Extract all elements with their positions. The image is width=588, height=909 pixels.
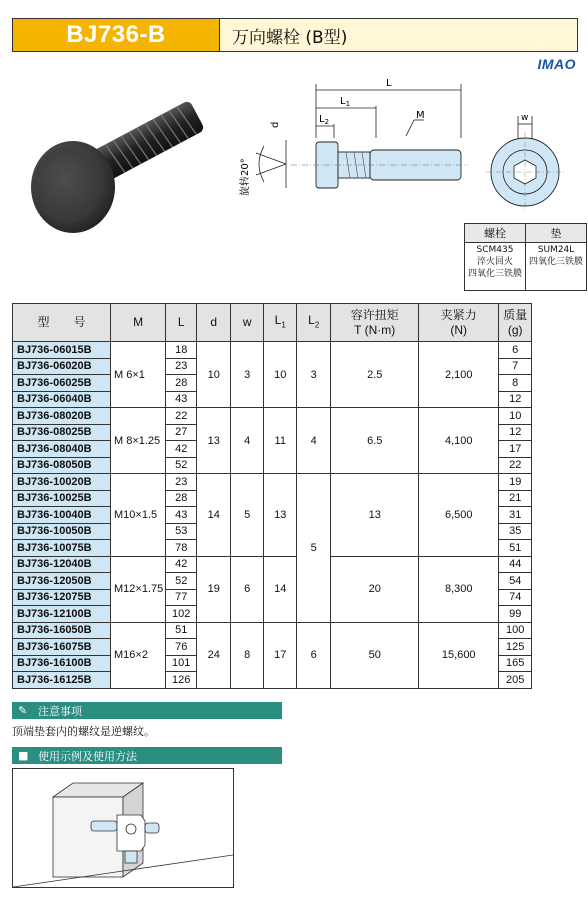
col-L: L (166, 304, 197, 342)
cell-L: 27 (166, 424, 197, 441)
usage-illustration (13, 769, 233, 887)
cell-L: 42 (166, 556, 197, 573)
cell-w: 3 (231, 342, 264, 408)
cell-d: 10 (197, 342, 231, 408)
cell-w: 5 (231, 474, 264, 557)
cell-mass: 21 (499, 490, 532, 507)
cell-mass: 31 (499, 507, 532, 524)
model-code: BJ736-12040B (13, 556, 111, 573)
spec-table (12, 303, 532, 689)
brand-logo: IMAO (537, 56, 576, 72)
cell-L: 52 (166, 457, 197, 474)
col-M: M (111, 304, 166, 342)
cell-w: 6 (231, 556, 264, 622)
model-code: BJ736-16050B (13, 622, 111, 639)
cell-mass: 19 (499, 474, 532, 491)
cell-L: 78 (166, 540, 197, 557)
cell-mass: 35 (499, 523, 532, 540)
model-code: BJ736-06015B (13, 342, 111, 359)
cell-mass: 125 (499, 639, 532, 656)
cell-L: 43 (166, 507, 197, 524)
model-code: BJ736-10050B (13, 523, 111, 540)
model-code: BJ736-08025B (13, 424, 111, 441)
col-mass: 质量 (g) (499, 304, 532, 342)
cell-L1: 17 (264, 622, 297, 688)
cell-L: 102 (166, 606, 197, 623)
table-row (13, 342, 532, 359)
cell-w: 4 (231, 408, 264, 474)
model-code: BJ736-16125B (13, 672, 111, 689)
model-code: BJ736-12100B (13, 606, 111, 623)
cell-L: 126 (166, 672, 197, 689)
usage-illustration-frame (12, 768, 234, 888)
cell-L2: 3 (297, 342, 331, 408)
cell-mass: 165 (499, 655, 532, 672)
cell-L: 76 (166, 639, 197, 656)
cell-M: M16×2 (111, 622, 166, 688)
product-name: 万向螺栓 (B型) (219, 19, 577, 51)
cell-L1: 13 (264, 474, 297, 557)
cell-mass: 12 (499, 424, 532, 441)
cell-mass: 7 (499, 358, 532, 375)
cell-L: 101 (166, 655, 197, 672)
cell-L1: 10 (264, 342, 297, 408)
cell-L: 23 (166, 474, 197, 491)
square-icon: ■ (18, 749, 29, 762)
cell-L: 23 (166, 358, 197, 375)
cell-L: 28 (166, 375, 197, 392)
model-code: BJ736-08020B (13, 408, 111, 425)
col-L1: $L_1$ (264, 304, 297, 342)
table-row (13, 474, 532, 491)
model-code: BJ736-10020B (13, 474, 111, 491)
dim-M: M (416, 110, 425, 121)
usage-header (12, 747, 282, 764)
cell-L: 77 (166, 589, 197, 606)
cell-torque: 50 (331, 622, 419, 688)
dim-L1: $L_1$ (340, 96, 351, 108)
cell-torque: 20 (331, 556, 419, 622)
cell-mass: 74 (499, 589, 532, 606)
table-row (13, 408, 532, 425)
cell-mass: 54 (499, 573, 532, 590)
cell-mass: 100 (499, 622, 532, 639)
model-code: BJ736-06020B (13, 358, 111, 375)
material-table (464, 223, 587, 291)
cell-clamp: 8,300 (419, 556, 499, 622)
cell-torque: 6.5 (331, 408, 419, 474)
cell-L: 22 (166, 408, 197, 425)
cell-clamp: 2,100 (419, 342, 499, 408)
dim-d: d (270, 121, 281, 128)
cell-L: 52 (166, 573, 197, 590)
col-clamp: 夹紧力 (N) (419, 304, 499, 342)
cell-mass: 17 (499, 441, 532, 458)
table-row (13, 556, 532, 573)
pencil-icon: ✎ (18, 704, 28, 717)
dimension-drawing (236, 78, 476, 228)
cell-clamp: 4,100 (419, 408, 499, 474)
cell-mass: 44 (499, 556, 532, 573)
model-code: BJ736-12075B (13, 589, 111, 606)
material-header-bolt: 螺栓 (465, 224, 526, 243)
model-code: BJ736-06040B (13, 391, 111, 408)
material-header-pad: 垫 (526, 224, 587, 243)
cell-L: 18 (166, 342, 197, 359)
cell-L1: 11 (264, 408, 297, 474)
cell-torque: 13 (331, 474, 419, 557)
model-code: BJ736-16075B (13, 639, 111, 656)
model-code: BJ736-10075B (13, 540, 111, 557)
cell-d: 14 (197, 474, 231, 557)
cell-mass: 12 (499, 391, 532, 408)
material-bolt: SCM435 淬火回火 四氧化三铁膜 (465, 243, 526, 291)
cell-mass: 6 (499, 342, 532, 359)
dim-w: w (521, 113, 529, 123)
cell-mass: 8 (499, 375, 532, 392)
cell-clamp: 15,600 (419, 622, 499, 688)
cell-L: 28 (166, 490, 197, 507)
cell-M: M10×1.5 (111, 474, 166, 557)
cell-M: M 6×1 (111, 342, 166, 408)
cell-mass: 205 (499, 672, 532, 689)
cell-L: 51 (166, 622, 197, 639)
dim-L2: $L_2$ (319, 114, 330, 126)
end-view-drawing (486, 112, 566, 212)
model-code: BJ736-16100B (13, 655, 111, 672)
notes-header (12, 702, 282, 719)
cell-L: 42 (166, 441, 197, 458)
cell-L: 43 (166, 391, 197, 408)
cell-L2: 6 (297, 622, 331, 688)
cell-d: 13 (197, 408, 231, 474)
notes-text: 顶端垫套内的螺纹是逆螺纹。 (12, 725, 155, 738)
cell-L2: 4 (297, 408, 331, 474)
col-d: d (197, 304, 231, 342)
cell-d: 19 (197, 556, 231, 622)
col-w: w (231, 304, 264, 342)
usage-title: 使用示例及使用方法 (38, 749, 137, 763)
product-photo (18, 95, 218, 235)
cell-mass: 22 (499, 457, 532, 474)
cell-clamp: 6,500 (419, 474, 499, 557)
cell-L1: 14 (264, 556, 297, 622)
col-L2: $L_2$ (297, 304, 331, 342)
cell-L2-shared: 5 (297, 474, 331, 623)
material-pad: SUM24L 四氧化三铁膜 (526, 243, 587, 291)
cell-w: 8 (231, 622, 264, 688)
col-torque: 容许扭矩 T (N·m) (331, 304, 419, 342)
cell-d: 24 (197, 622, 231, 688)
col-model: 型 号 (13, 304, 111, 342)
model-code: BJ736-06025B (13, 375, 111, 392)
rotation-label: 旋转20° (240, 158, 251, 196)
model-code: BJ736-10025B (13, 490, 111, 507)
cell-M: M 8×1.25 (111, 408, 166, 474)
dim-L: L (386, 78, 392, 89)
product-code: BJ736-B (13, 19, 219, 51)
table-row (13, 622, 532, 639)
cell-mass: 10 (499, 408, 532, 425)
cell-mass: 99 (499, 606, 532, 623)
model-code: BJ736-08050B (13, 457, 111, 474)
cell-M: M12×1.75 (111, 556, 166, 622)
model-code: BJ736-10040B (13, 507, 111, 524)
notes-title: 注意事项 (38, 704, 82, 718)
title-bar (12, 18, 578, 52)
cell-torque: 2.5 (331, 342, 419, 408)
spec-body (13, 342, 532, 689)
cell-L: 53 (166, 523, 197, 540)
cell-mass: 51 (499, 540, 532, 557)
model-code: BJ736-08040B (13, 441, 111, 458)
model-code: BJ736-12050B (13, 573, 111, 590)
